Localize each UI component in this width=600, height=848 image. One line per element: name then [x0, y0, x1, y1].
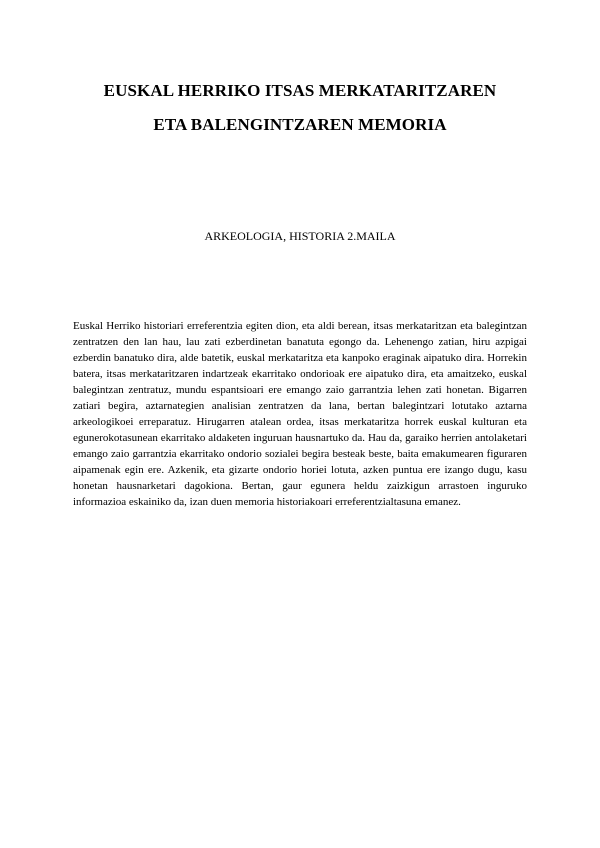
document-subtitle: ARKEOLOGIA, HISTORIA 2.MAILA — [204, 229, 396, 243]
title-line-2: ETA BALENGINTZAREN MEMORIA — [153, 115, 447, 134]
title-line-1: EUSKAL HERRIKO ITSAS MERKATARITZAREN — [103, 81, 497, 100]
document-title — [40, 74, 560, 142]
abstract-paragraph: Euskal Herriko historiari erreferentzia egiten dion, eta aldi berean, itsas merkataritzan eta balegintzan zentratzen den lan hau, lau zati ezberdinetan banatuta egongo da. Lehenengo zatian, hiru azpigai ezberdin banatuko dira, alde batetik, euskal merkataritza eta kanpoko eraginak aipatuko dira. Horrekin batera, itsas merkataritzaren indartzeak ekarritako ondorioak ere aipatuko dira, eta amaitzeko, euskal balegintzan zentratuz, mundu espantsioari ere emango zaio garrantzia lehen zati honetan. Bigarren zatiari begira, aztarnategien analisian zentratzen da lana, bertan balegintzari lotutako aztarna arkeologikoei erreparatuz. Hirugarren atalean ordea, itsas merkataritza horrek euskal kulturan eta egunerokotasunean ekarritako aldaketen inguruan hausnartuko da. Hau da, garaiko herrien antolaketari emango zaio garrantzia ekarritako ondorio sozialei begira besteak beste, baita emakumearen figuraren aipamenak egin ere. Azkenik, eta gizarte ondorio horiei lotuta, azken puntua ere izango dugu, kasu honetan hausnarketari dagokiona. Bertan, gaur egunera heldu zaizkigun arrastoen inguruko informazioa eskainiko da, izan duen memoria historiakoari erreferentzialtasuna emanez. — [73, 320, 527, 508]
